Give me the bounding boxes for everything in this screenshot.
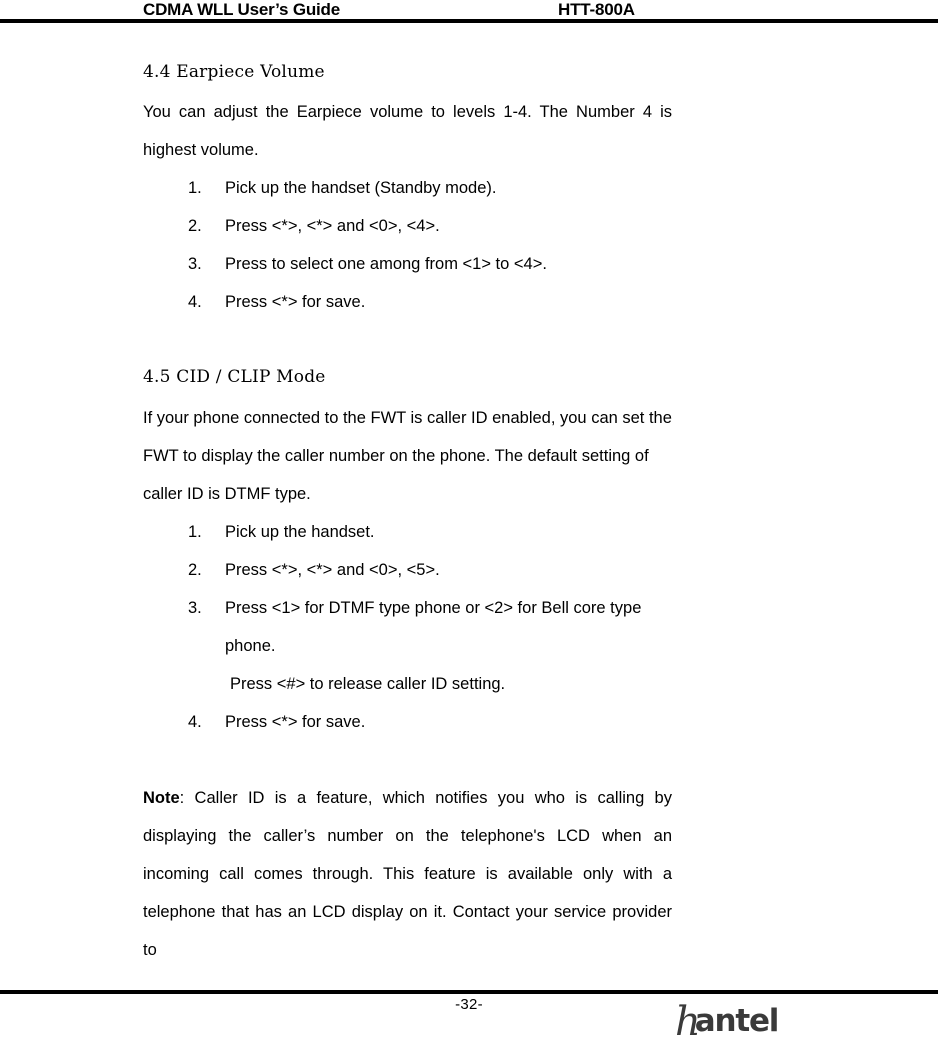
list-item — [143, 703, 672, 741]
section-heading-4-5: 4.5 CID / CLIP Mode — [143, 367, 326, 388]
step-number: 4. — [188, 712, 202, 731]
header-divider-rule — [0, 19, 938, 23]
list-item — [143, 245, 672, 283]
step-text: Press <*>, <*> and <0>, <4>. — [225, 217, 440, 236]
step-number: 3. — [188, 598, 202, 617]
spacer — [143, 82, 672, 93]
step-number: 1. — [188, 522, 202, 541]
step-text: Press <*> for save. — [225, 712, 366, 731]
spacer — [143, 321, 672, 367]
list-item — [143, 169, 672, 207]
step-text: Press <*> for save. — [225, 293, 366, 312]
footer-divider-rule — [0, 990, 938, 994]
section-heading-4-4: 4.4 Earpiece Volume — [143, 62, 325, 82]
list-item — [143, 513, 672, 551]
note-label: Note — [143, 788, 180, 807]
spacer — [143, 741, 672, 779]
list-item — [143, 589, 672, 665]
step-number: 4. — [188, 293, 202, 312]
list-item — [143, 207, 672, 245]
step-text: Press to select one among from <1> to <4>. — [225, 255, 547, 274]
page-number: -32- — [455, 996, 483, 1013]
section-4-5-sub-instruction: Press <#> to release caller ID setting. — [230, 674, 506, 693]
note-paragraph — [143, 779, 672, 969]
header-document-title: CDMA WLL User’s Guide — [143, 0, 340, 19]
hantel-logo-initial: h — [675, 999, 697, 1045]
step-number: 1. — [188, 179, 202, 198]
step-text: Press <1> for DTMF type phone or <2> for Bell core type phone. — [225, 598, 642, 655]
step-text: Pick up the handset (Standby mode). — [225, 179, 497, 198]
spacer — [143, 388, 672, 399]
step-number: 2. — [188, 217, 202, 236]
note-text: : Caller ID is a feature, which notifies you who is calling by displaying the caller’s number on the telephone's LCD when an incoming call comes through. This feature is available only with a telephone that has an LCD display on it. Contact your service provider to — [143, 788, 672, 959]
step-text: Press <*>, <*> and <0>, <5>. — [225, 560, 440, 579]
list-item — [143, 283, 672, 321]
step-text: Pick up the handset. — [225, 522, 375, 541]
list-item — [143, 551, 672, 589]
header-model-number: HTT-800A — [558, 0, 635, 19]
step-number: 3. — [188, 255, 202, 274]
hantel-logo — [673, 998, 779, 1045]
document-content — [143, 62, 672, 969]
hantel-logo-text: antel — [694, 1003, 779, 1039]
section-4-5-step-list — [143, 513, 672, 741]
section-4-4-intro-paragraph: You can adjust the Earpiece volume to levels 1-4. The Number 4 is highest volume. — [143, 103, 672, 160]
step-number: 2. — [188, 560, 202, 579]
section-4-5-intro-paragraph: If your phone connected to the FWT is caller ID enabled, you can set the FWT to display the caller number on the phone. The default setting of caller ID is DTMF type. — [143, 408, 672, 503]
section-4-4-step-list — [143, 169, 672, 321]
